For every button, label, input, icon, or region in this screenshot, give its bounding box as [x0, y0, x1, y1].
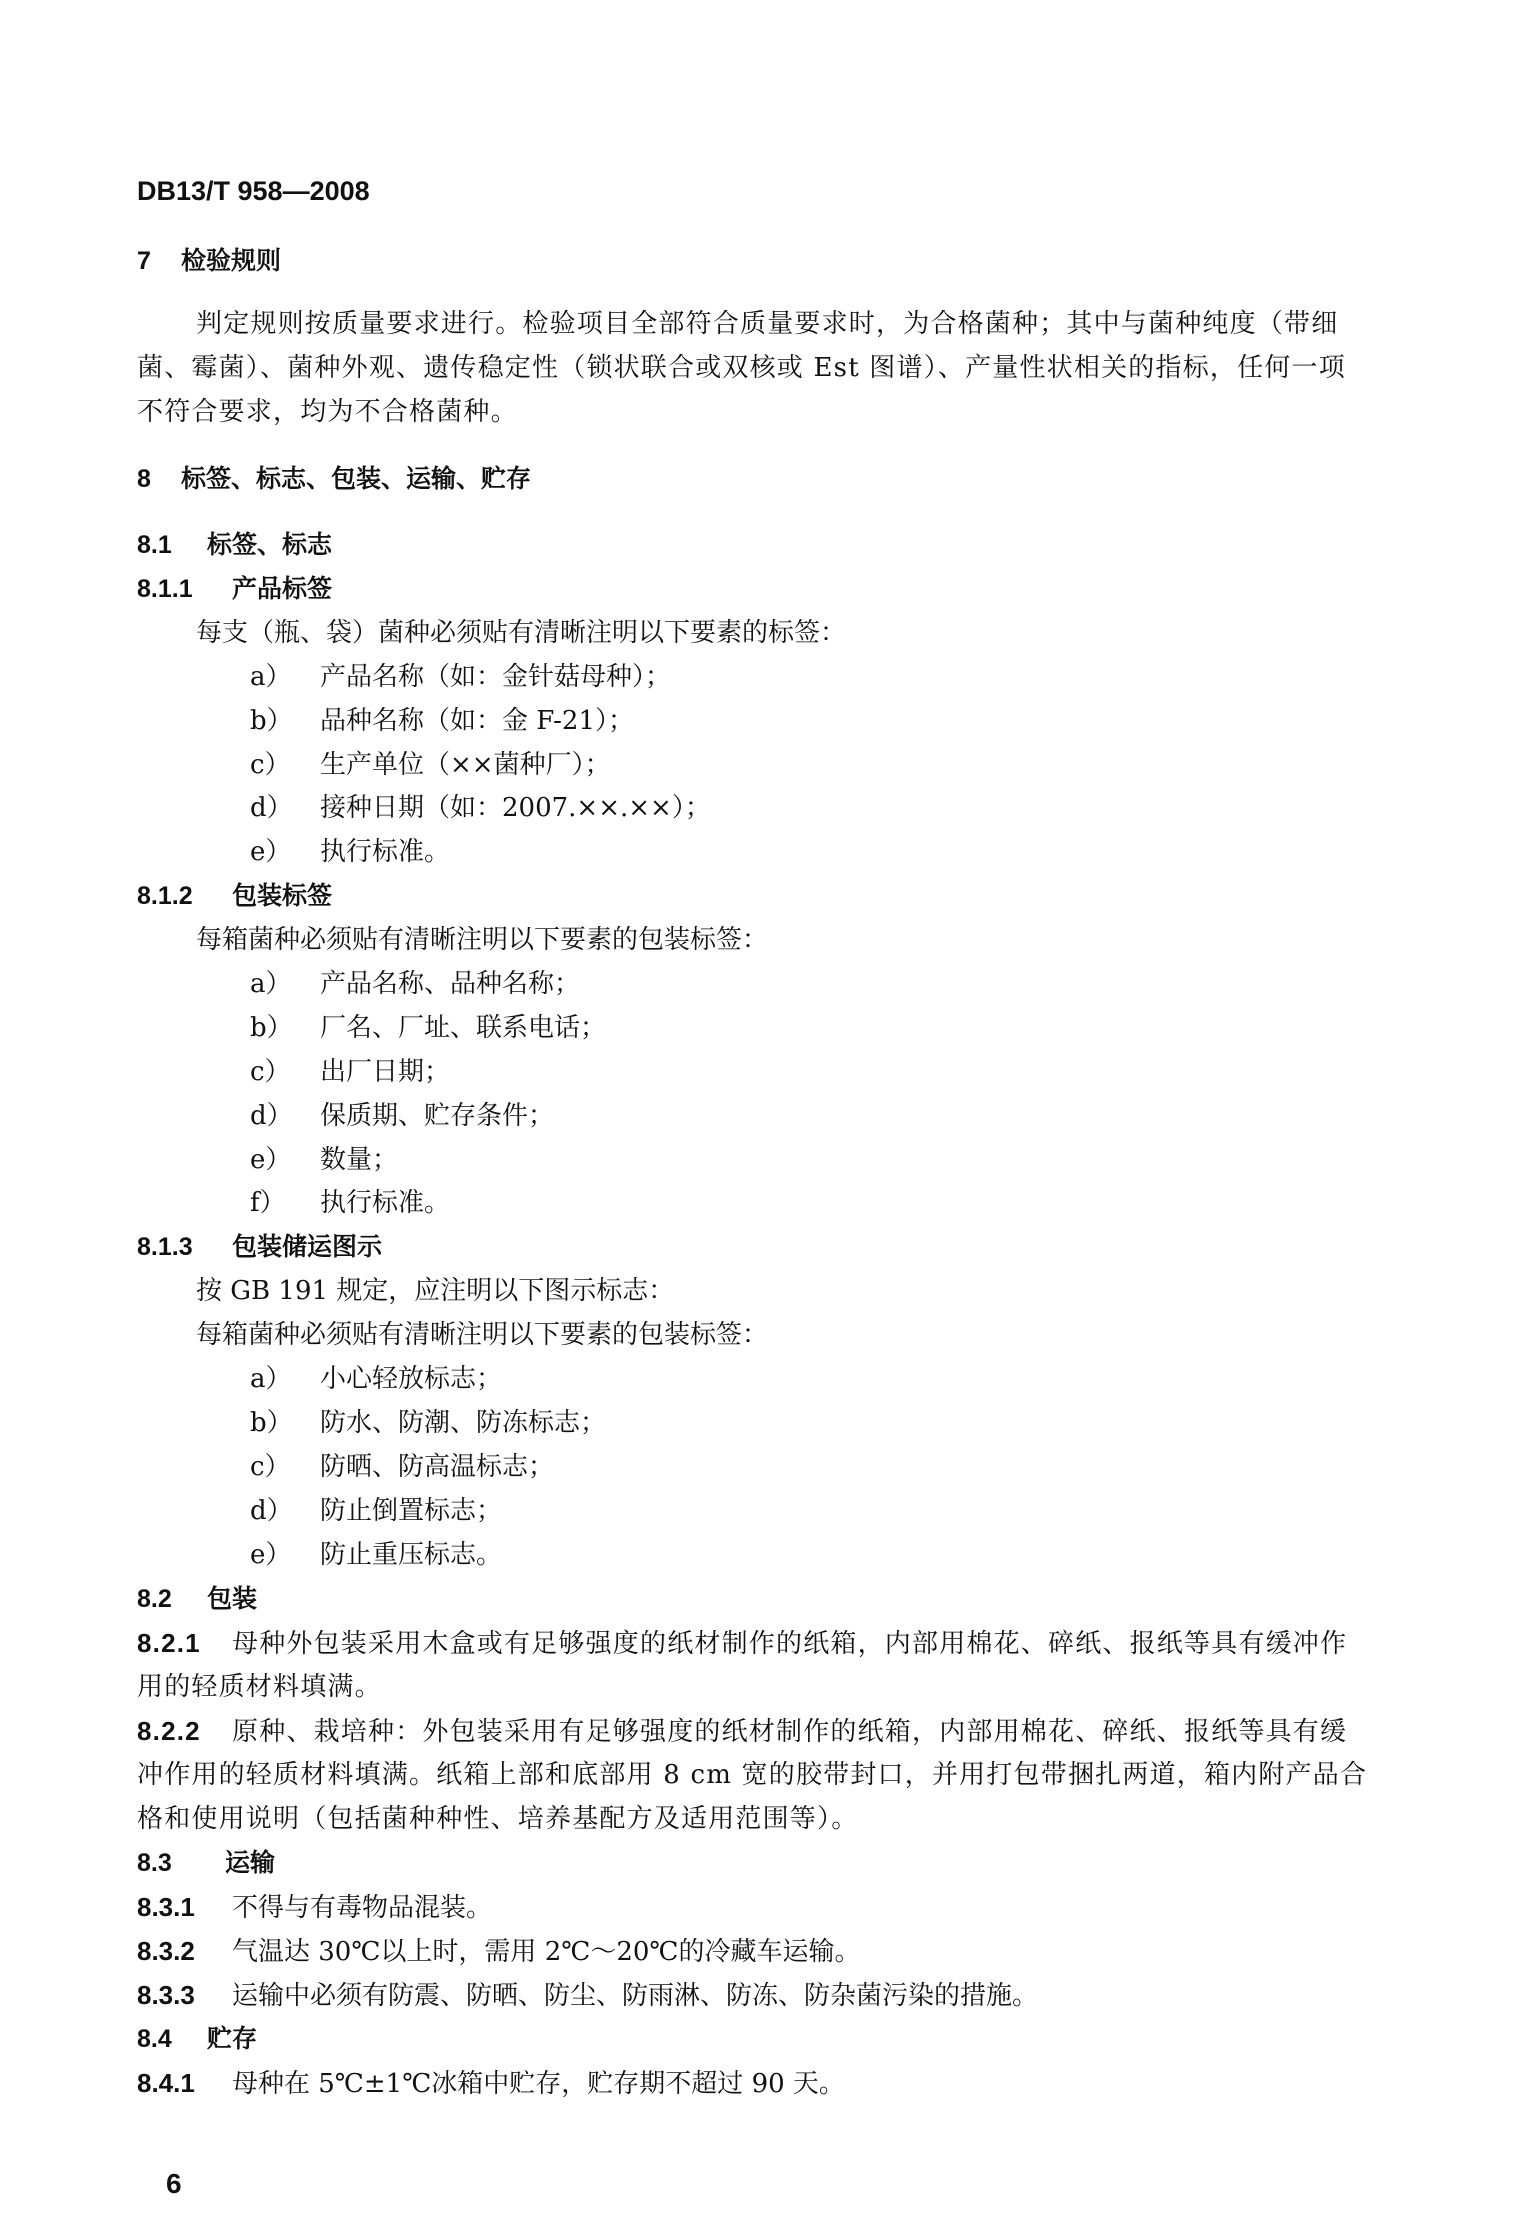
list-item-text: 执行标准。 [320, 837, 451, 867]
section-number: 8.1.2 [137, 882, 193, 910]
section-number: 8.3 [137, 1849, 172, 1877]
list-item-text: 产品名称（如：金针菇母种）； [320, 662, 672, 692]
list-item-text: 品种名称（如：金 F-21）； [320, 706, 635, 736]
list-item [250, 793, 711, 823]
list-item [250, 750, 611, 780]
document-code: DB13/T 958—2008 [137, 176, 370, 206]
paragraph-line: 不符合要求，均为不合格菌种。 [137, 397, 518, 427]
list-item [250, 706, 634, 736]
list-item-label: e） [250, 1145, 292, 1175]
subsection-8-4-heading [137, 2024, 257, 2054]
list-item [250, 1452, 554, 1482]
subsection-8-3-heading [137, 1848, 275, 1878]
clause-number: 8.3.3 [137, 1980, 195, 2010]
intro-text: 每支（瓶、袋）菌种必须贴有清晰注明以下要素的标签： [196, 618, 847, 648]
list-item-text: 数量； [320, 1145, 399, 1175]
paragraph-line: 用的轻质材料填满。 [137, 1672, 382, 1702]
list-item [250, 662, 671, 692]
clause-8-3-3 [137, 1980, 1038, 2011]
clause-text: 母种外包装采用木盒或有足够强度的纸材制作的纸箱，内部用棉花、碎纸、报纸等具有缓冲作 [232, 1629, 1348, 1659]
subsection-8-1-heading [137, 530, 332, 560]
clause-8-4-1 [137, 2068, 845, 2099]
clause-number: 8.3.1 [137, 1892, 195, 1922]
section-number: 8.1.1 [137, 575, 193, 603]
clause-text: 母种在 5℃±1℃冰箱中贮存，贮存期不超过 90 天。 [232, 2069, 845, 2099]
section-title: 标签、标志、包装、运输、贮存 [181, 464, 532, 493]
list-item-label: c） [250, 1057, 291, 1087]
section-8-heading [137, 464, 531, 494]
intro-text: 每箱菌种必须贴有清晰注明以下要素的包装标签： [196, 1320, 769, 1350]
clause-text: 气温达 30℃以上时，需用 2℃～20℃的冷藏车运输。 [232, 1937, 861, 1967]
list-item [250, 1057, 450, 1087]
clause-8-3-1 [137, 1892, 492, 1923]
list-item [250, 1013, 606, 1043]
list-item-label: e） [250, 837, 292, 867]
section-number: 8.1.3 [137, 1233, 193, 1261]
clause-number: 8.2.2 [137, 1716, 201, 1746]
list-item [250, 1188, 450, 1218]
section-title: 贮存 [207, 2024, 258, 2053]
list-item [250, 1540, 502, 1570]
clause-8-2-2 [137, 1716, 1347, 1747]
list-item [250, 1364, 502, 1394]
clause-number: 8.4.1 [137, 2068, 195, 2098]
list-item-label: e） [250, 1540, 292, 1570]
section-title: 检验规则 [181, 246, 282, 275]
list-item-text: 生产单位（××菌种厂）； [320, 750, 611, 780]
list-item [250, 1496, 502, 1526]
section-title: 包装储运图示 [232, 1232, 383, 1261]
list-item-text: 厂名、厂址、联系电话； [320, 1013, 607, 1043]
paragraph-line: 判定规则按质量要求进行。检验项目全部符合质量要求时，为合格菌种；其中与菌种纯度（带细 [196, 309, 1339, 339]
section-number: 7 [137, 247, 151, 275]
list-item-label: c） [250, 1452, 291, 1482]
list-item-text: 执行标准。 [320, 1188, 451, 1218]
intro-text: 每箱菌种必须贴有清晰注明以下要素的包装标签： [196, 925, 769, 955]
section-title: 运输 [225, 1848, 276, 1877]
clause-8-2-1 [137, 1628, 1347, 1659]
list-item-label: d） [250, 793, 293, 823]
section-title: 包装标签 [232, 881, 333, 910]
section-title: 标签、标志 [207, 530, 333, 559]
subsection-8-1-2-heading [137, 881, 332, 911]
list-item-label: c） [250, 750, 291, 780]
list-item [250, 969, 580, 999]
list-item-text: 出厂日期； [320, 1057, 451, 1087]
list-item-text: 防止重压标志。 [320, 1540, 503, 1570]
list-item-text: 防水、防潮、防冻标志； [320, 1408, 607, 1438]
subsection-8-1-3-heading [137, 1232, 382, 1262]
list-item-text: 保质期、贮存条件； [320, 1101, 555, 1131]
list-item-label: a） [250, 1364, 292, 1394]
list-item-text: 防晒、防高温标志； [320, 1452, 555, 1482]
page-number: 6 [166, 2168, 182, 2199]
list-item-label: b） [250, 706, 293, 736]
list-item-text: 产品名称、品种名称； [320, 969, 581, 999]
section-title: 包装 [207, 1584, 258, 1613]
clause-text: 不得与有毒物品混装。 [232, 1893, 493, 1923]
list-item-label: b） [250, 1013, 293, 1043]
list-item [250, 837, 450, 867]
section-7-heading [137, 246, 281, 276]
list-item-label: d） [250, 1101, 293, 1131]
subsection-8-1-1-heading [137, 574, 332, 604]
list-item [250, 1145, 398, 1175]
list-item-label: d） [250, 1496, 293, 1526]
section-number: 8 [137, 465, 151, 493]
clause-text: 原种、栽培种：外包装采用有足够强度的纸材制作的纸箱，内部用棉花、碎纸、报纸等具有缓 [232, 1717, 1348, 1747]
list-item-text: 小心轻放标志； [320, 1364, 503, 1394]
list-item-text: 接种日期（如：2007.××.××）； [320, 793, 711, 823]
list-item-label: b） [250, 1408, 293, 1438]
list-item [250, 1408, 606, 1438]
clause-text: 运输中必须有防震、防晒、防尘、防雨淋、防冻、防杂菌污染的措施。 [232, 1981, 1039, 2011]
paragraph-line: 菌、霉菌）、菌种外观、遗传稳定性（锁状联合或双核或 Est 图谱）、产量性状相关的指标，任何一项 [137, 353, 1346, 383]
clause-8-3-2 [137, 1936, 861, 1967]
paragraph-line: 冲作用的轻质材料填满。纸箱上部和底部用 8 cm 宽的胶带封口，并用打包带捆扎两道，箱内附产品合 [137, 1760, 1368, 1790]
paragraph-line: 格和使用说明（包括菌种种性、培养基配方及适用范围等）。 [137, 1804, 859, 1834]
clause-number: 8.2.1 [137, 1628, 201, 1658]
list-item-label: f） [250, 1188, 286, 1218]
section-number: 8.1 [137, 531, 172, 559]
section-number: 8.4 [137, 2025, 172, 2053]
section-title: 产品标签 [232, 574, 333, 603]
list-item-text: 防止倒置标志； [320, 1496, 503, 1526]
subsection-8-2-heading [137, 1584, 257, 1614]
list-item-label: a） [250, 662, 292, 692]
list-item [250, 1101, 554, 1131]
clause-number: 8.3.2 [137, 1936, 195, 1966]
intro-text: 按 GB 191 规定，应注明以下图示标志： [196, 1276, 675, 1306]
list-item-label: a） [250, 969, 292, 999]
section-number: 8.2 [137, 1585, 172, 1613]
